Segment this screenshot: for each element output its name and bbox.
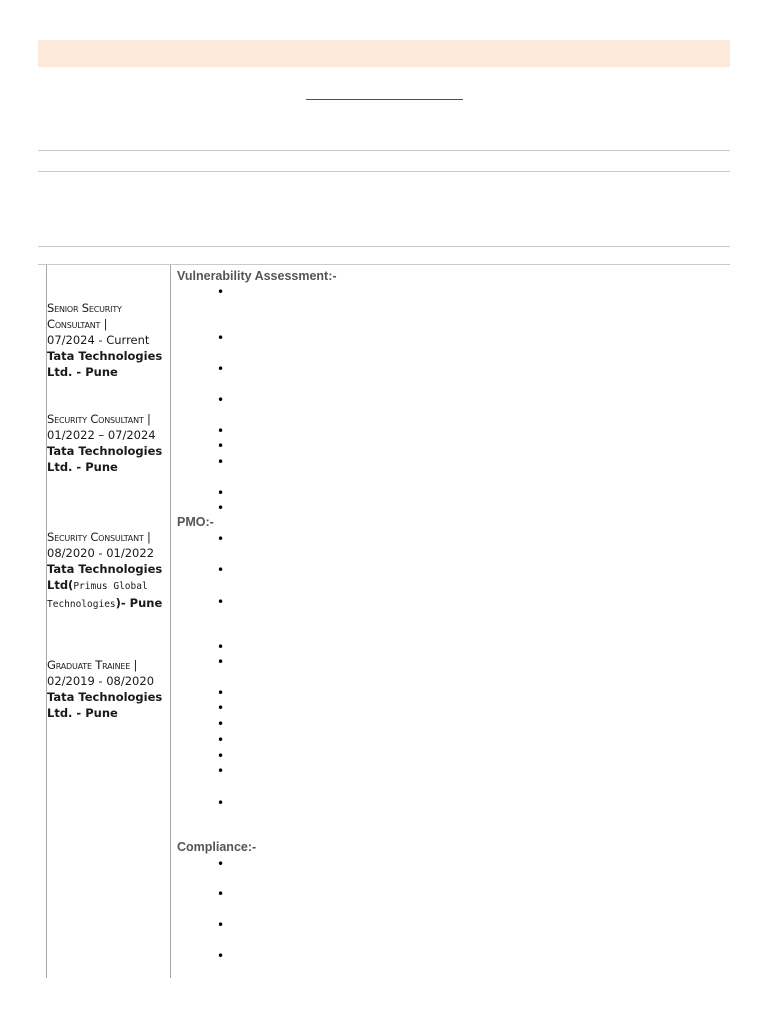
job-company-name: Tata Technologies Ltd( bbox=[47, 562, 163, 592]
bullet-marker: • bbox=[217, 501, 225, 515]
bullet-marker: • bbox=[217, 764, 225, 778]
bullet-marker: • bbox=[217, 486, 225, 500]
header-banner bbox=[38, 40, 730, 67]
job-company: Tata Technologies Ltd. - Pune bbox=[47, 690, 163, 720]
bullet-marker: • bbox=[217, 563, 225, 577]
bullet-marker: • bbox=[217, 640, 225, 654]
job-entry bbox=[47, 657, 171, 721]
section-heading-pmo: PMO:- bbox=[177, 515, 214, 529]
bullet-marker: • bbox=[217, 857, 225, 871]
job-company: Tata Technologies Ltd. - Pune bbox=[47, 349, 163, 379]
job-company bbox=[47, 561, 171, 613]
job-company-subsidiary: Primus Global Technologies bbox=[47, 581, 148, 610]
bullet-marker: • bbox=[217, 331, 225, 345]
divider bbox=[38, 171, 730, 172]
bullet-marker: • bbox=[217, 424, 225, 438]
bullet-marker: • bbox=[217, 701, 225, 715]
divider bbox=[38, 150, 730, 151]
job-title: Security Consultant | bbox=[47, 412, 151, 426]
job-company: Tata Technologies Ltd. - Pune bbox=[47, 444, 163, 474]
bullet-marker: • bbox=[217, 455, 225, 469]
job-dates: 07/2024 - Current bbox=[47, 333, 150, 347]
bullet-marker: • bbox=[217, 362, 225, 376]
divider bbox=[38, 246, 730, 247]
bullet-marker: • bbox=[217, 717, 225, 731]
bullet-marker: • bbox=[217, 285, 225, 299]
bullet-marker: • bbox=[217, 949, 225, 963]
section-heading-compliance: Compliance:- bbox=[177, 840, 257, 854]
job-title: Senior Security Consultant | bbox=[47, 301, 122, 331]
job-dates: 01/2022 – 07/2024 bbox=[47, 428, 156, 442]
bullet-marker: • bbox=[217, 532, 225, 546]
section-heading-vulnerability: Vulnerability Assessment:- bbox=[177, 269, 337, 283]
job-dates: 08/2020 - 01/2022 bbox=[47, 546, 155, 560]
bullet-marker: • bbox=[217, 733, 225, 747]
bullet-marker: • bbox=[217, 393, 225, 407]
bullet-marker: • bbox=[217, 655, 225, 669]
job-entry bbox=[47, 300, 171, 380]
contact-link-underline[interactable] bbox=[306, 99, 463, 100]
bullet-marker: • bbox=[217, 887, 225, 901]
job-entry bbox=[47, 411, 171, 475]
job-title: Security Consultant | bbox=[47, 530, 151, 544]
job-company-location: )- Pune bbox=[115, 596, 163, 610]
job-entry bbox=[47, 529, 171, 613]
bullet-marker: • bbox=[217, 595, 225, 609]
bullet-marker: • bbox=[217, 796, 225, 810]
job-dates: 02/2019 - 08/2020 bbox=[47, 674, 155, 688]
bullet-marker: • bbox=[217, 749, 225, 763]
bullet-marker: • bbox=[217, 686, 225, 700]
bullet-marker: • bbox=[217, 918, 225, 932]
job-title: Graduate Trainee | bbox=[47, 658, 138, 672]
bullet-marker: • bbox=[217, 439, 225, 453]
